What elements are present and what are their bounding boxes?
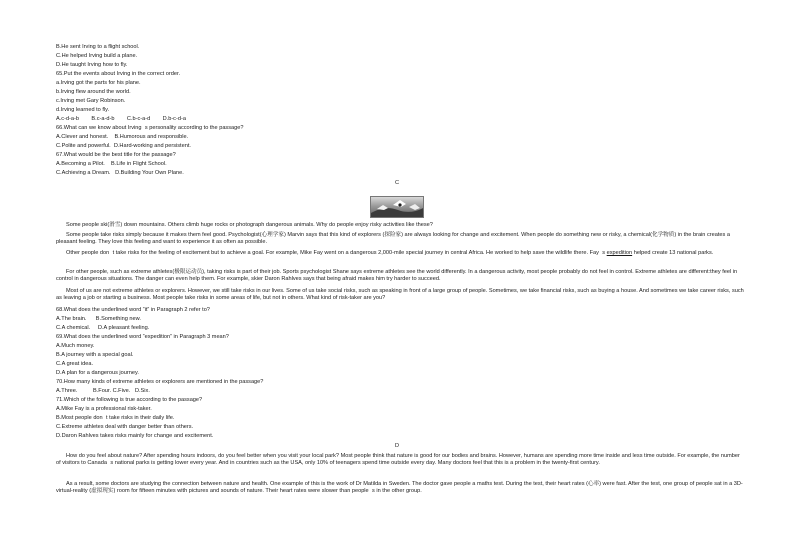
option-line: A.Mike Fay is a professional risk-taker. xyxy=(56,406,152,412)
question-line: 67.What would be the best title for the passage? xyxy=(56,152,176,158)
paragraph-c1: Some people ski(滑雪) down mountains. Others climb huge rocks or photograph dangerous animals. Why do people enjoy risky activities like these? xyxy=(66,222,433,228)
underlined-word-expedition: expedition xyxy=(606,250,633,256)
skydivers-photo xyxy=(370,196,424,218)
paragraph-c5: Most of us are not extreme athletes or explorers. However, we still take risks in our lives. Some of us take social risks, such as speaking in front of a large group of people. Sometimes, we take financial risks, such as buying a house. And sometimes we take career risks, such as leaving a job or starting a business. Most people take risks in some areas of life, but not in others. What kind of risk-taker are you? xyxy=(56,288,744,301)
option-line: C.A great idea. xyxy=(56,361,94,367)
option-line: C.He helped Irving build a plane. xyxy=(56,53,138,59)
option-line: A.Much money. xyxy=(56,343,95,349)
option-line: B.A journey with a special goal. xyxy=(56,352,134,358)
section-heading-c: C xyxy=(394,180,400,186)
option-line: c.Irving met Gary Robinson. xyxy=(56,98,126,104)
question-line: 65.Put the events about Irving in the correct order. xyxy=(56,71,181,77)
option-line: A.Three. B.Four. C.Five. D.Six. xyxy=(56,388,150,394)
paragraph-c2: Some people take risks simply because it makes them feel good. Psychologist(心理学家) Marvin says that this kind of explorers (探险家) are always looking for change and excitement. When people do something new or risky, a chemical(化学物质) in the brain creates a pleasant feeling. They love this feeling and want to experience it as often as possible. xyxy=(56,232,730,245)
paragraph-c4: For other people, such as extreme athletes(极限运动员), taking risks is part of their job. Sports psychologist Shane says extreme athletes see the world differently. In a dangerous activity, most people probably do not feel in control. Extreme athletes are different:they feel in control in dangerous situations. The danger can even help them. For example, skier Daron Rahlves says that being afraid makes him try harder to succeed. xyxy=(56,269,738,282)
option-line: d.Irving learned to fly. xyxy=(56,107,110,113)
paragraph-d1: How do you feel about nature? After spending hours indoors, do you feel better when you visit your local park? Most people think that nature is good for our bodies and brains. However, humans are spending more time inside and less time outside. For example, the number of visitors to Canadas national parks is getting lower every year. And in countries such as the USA, only 10% of teenagers spend time outside every day. Many doctors feel that this is a problem in the twenty-first century. xyxy=(56,453,740,466)
option-line: C.A chemical. D.A pleasant feeling. xyxy=(56,325,150,331)
question-line: 70.How many kinds of extreme athletes or explorers are mentioned in the passage? xyxy=(56,379,264,385)
option-line: C.Achieving a Dream. D.Building Your Own Plane. xyxy=(56,170,184,176)
option-line: b.Irving flew around the world. xyxy=(56,89,131,95)
paragraph-c3-text: Other people dont take risks for the feeling of excitement but to achieve a goal. For example, Mike Fay went on a dangerous 2,000-mile special journey in central Africa. He worked to help save the wildlife there. Fays xyxy=(66,250,607,256)
section-heading-d: D xyxy=(394,443,400,449)
option-line: B.He sent Irving to a flight school. xyxy=(56,44,140,50)
option-line: A.Becoming a Pilot. B.Life in Flight School. xyxy=(56,161,167,167)
question-line: 66.What can we know about Irvings personality according to the passage? xyxy=(56,125,244,131)
option-line: C.Extreme athletes deal with danger better than others. xyxy=(56,424,194,430)
question-line: 71.Which of the following is true according to the passage? xyxy=(56,397,203,403)
option-line: a.Irving got the parts for his plane. xyxy=(56,80,141,86)
option-line: D.A plan for a dangerous journey. xyxy=(56,370,139,376)
option-line: D.He taught Irving how to fly. xyxy=(56,62,128,68)
question-line: 68.What does the underlined word “it” in Paragraph 2 refer to? xyxy=(56,307,210,313)
paragraph-c3 xyxy=(56,250,746,257)
option-line: A.c-d-a-b B.c-a-d-b C.b-c-a-d D.b-c-d-a xyxy=(56,116,186,122)
question-line: 69.What does the underlined word “expedition” in Paragraph 3 mean? xyxy=(56,334,229,340)
option-line: A.The brain. B.Something new. xyxy=(56,316,141,322)
option-line: A.Clever and honest. B.Humorous and responsible. xyxy=(56,134,189,140)
option-line: B.Most people dont take risks in their daily life. xyxy=(56,415,175,421)
paragraph-d2: As a result, some doctors are studying the connection between nature and health. One example of this is the work of Dr Matilda in Sweden. The doctor gave people a maths test. During the test, their heart rates (心率) were fast. After the test, one group of people sat in a 3D-virtual-reality (虚拟现实) room for fifteen minutes with pictures and sounds of nature. Their heart rates were slower than peoples in the other group. xyxy=(56,481,743,494)
option-line: C.Polite and powerful. D.Hard-working and persistent. xyxy=(56,143,191,149)
option-line: D.Daron Rahlves takes risks mainly for change and excitement. xyxy=(56,433,214,439)
paragraph-c3-text-end: helped create 13 national parks. xyxy=(633,250,714,256)
